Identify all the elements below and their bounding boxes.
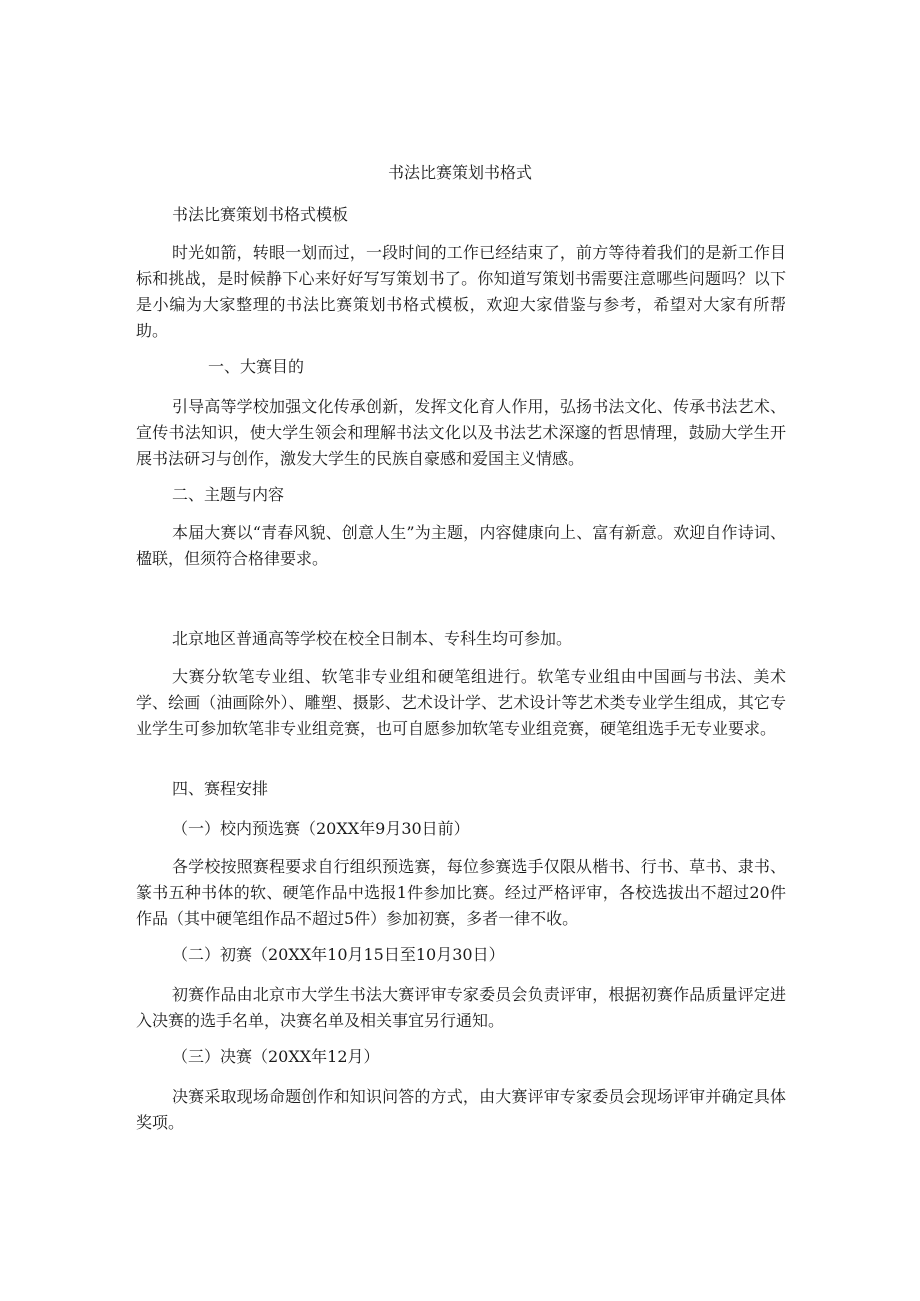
stage-body-final: 决赛采取现场命题创作和知识问答的方式，由大赛评审专家委员会现场评审并确定具体奖项。 xyxy=(136,1087,786,1132)
stage-heading-preliminary: （一）校内预选赛（20XX年9月30日前） xyxy=(172,819,470,838)
intro-paragraph: 时光如箭，转眼一划而过，一段时间的工作已经结束了，前方等待着我们的是新工作目标和挑战，是时候静下心来好好写写策划书了。你知道写策划书需要注意哪些问题吗？以下是小编为大家整理的书法比赛策划书格式模板，欢迎大家借鉴与参考，希望对大家有所帮助。 xyxy=(136,243,786,340)
section-heading-purpose: 一、大赛目的 xyxy=(208,357,305,376)
section-heading-schedule: 四、赛程安排 xyxy=(172,779,269,798)
section-body-purpose: 引导高等学校加强文化传承创新，发挥文化育人作用，弘扬书法文化、传承书法艺术、宣传书法知识，使大学生领会和理解书法文化以及书法艺术深邃的哲思情理，鼓励大学生开展书法研习与创作，激发大学生的民族自豪感和爱国主义情感。 xyxy=(136,397,786,468)
stage-heading-first-round: （二）初赛（20XX年10月15日至10月30日） xyxy=(172,945,505,964)
document-title: 书法比赛策划书格式 xyxy=(387,163,532,182)
stage-body-preliminary: 各学校按照赛程要求自行组织预选赛，每位参赛选手仅限从楷书、行书、草书、隶书、篆书五种书体的软、硬笔作品中选报1件参加比赛。经过严格评审，各校选拔出不超过20件作品（其中硬笔组作品不超过5件）参加初赛，多者一律不收。 xyxy=(136,857,786,928)
eligibility-paragraph: 北京地区普通高等学校在校全日制本、专科生均可参加。 xyxy=(172,629,573,648)
section-heading-theme: 二、主题与内容 xyxy=(172,485,285,504)
section-body-theme: 本届大赛以“青春风貌、创意人生”为主题，内容健康向上、富有新意。欢迎自作诗词、楹联，但须符合格律要求。 xyxy=(136,523,786,568)
stage-heading-final: （三）决赛（20XX年12月） xyxy=(172,1047,380,1066)
stage-body-first-round: 初赛作品由北京市大学生书法大赛评审专家委员会负责评审，根据初赛作品质量评定进入决赛的选手名单，决赛名单及相关事宜另行通知。 xyxy=(136,985,786,1030)
groups-paragraph: 大赛分软笔专业组、软笔非专业组和硬笔组进行。软笔专业组由中国画与书法、美术学、绘画（油画除外）、雕塑、摄影、艺术设计学、艺术设计等艺术类专业学生组成，其它专业学生可参加软笔非专业组竞赛，也可自愿参加软笔专业组竞赛，硬笔组选手无专业要求。 xyxy=(136,667,786,738)
document-subtitle: 书法比赛策划书格式模板 xyxy=(172,205,349,224)
